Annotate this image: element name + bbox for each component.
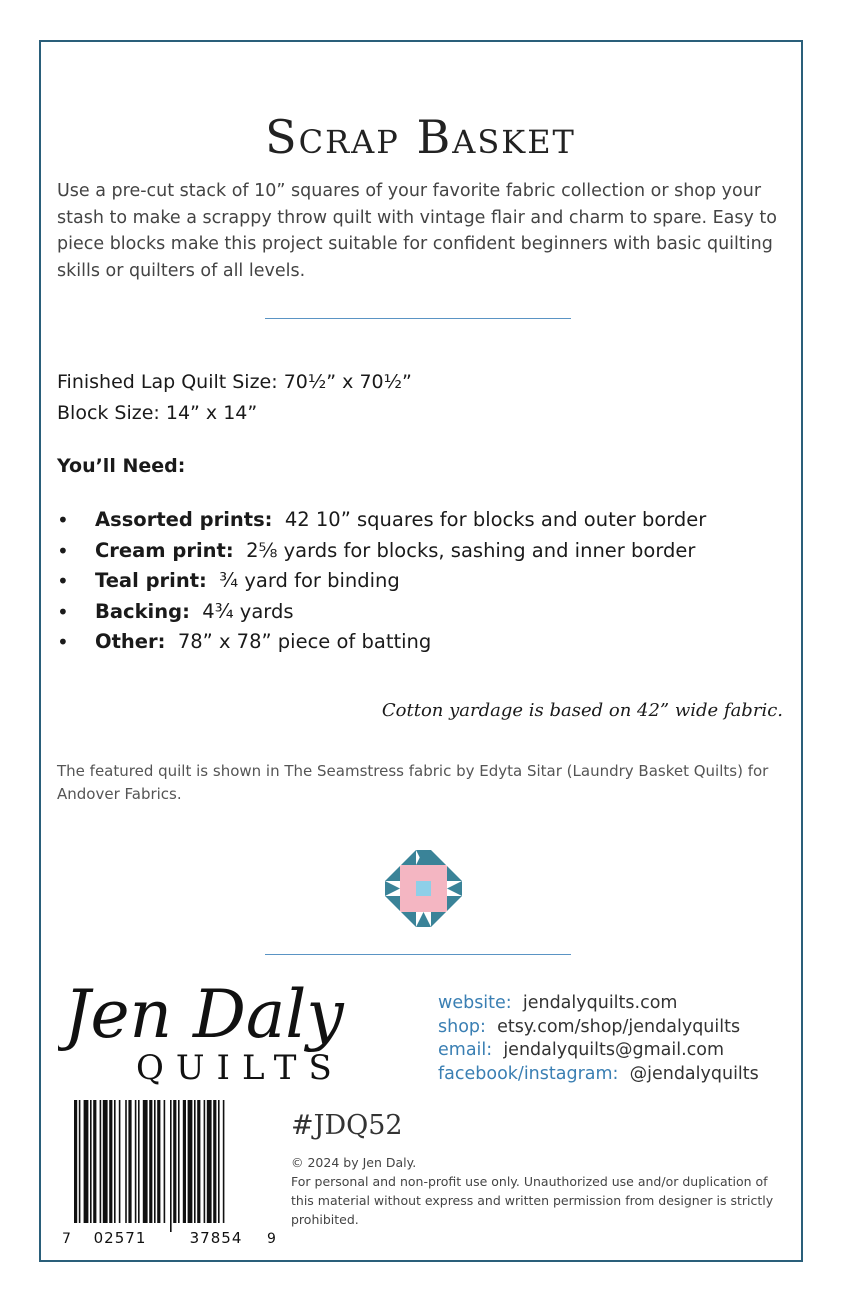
material-label: Other: [95, 630, 166, 653]
contact-website [438, 992, 759, 1016]
barcode-bar [157, 1100, 160, 1232]
barcode-digit-first: 7 [62, 1231, 71, 1247]
material-text: ¾ yard for binding [219, 569, 400, 592]
contact-key: email: [438, 1040, 493, 1060]
barcode-digit-last: 9 [267, 1231, 276, 1247]
barcode-bar [218, 1100, 220, 1232]
intro-paragraph: Use a pre-cut stack of 10” squares of your favorite fabric collection or shop your stash to make a scrappy throw quilt with vintage flair and charm to spare. Easy to piece blocks make this project suitable for confident beginners with basic quilting skills or quilters of all levels. [57, 181, 777, 281]
barcode-bar [109, 1100, 112, 1232]
contact-value: jendalyquilts@gmail.com [503, 1040, 725, 1060]
barcode-bar [119, 1100, 121, 1232]
material-label: Teal print: [95, 569, 207, 592]
barcode-bar [154, 1100, 156, 1232]
contact-email [438, 1039, 759, 1063]
quilt-block-icon [385, 850, 462, 927]
barcode-bar [178, 1100, 180, 1232]
barcode-bar [103, 1100, 108, 1232]
barcode-bar [79, 1100, 81, 1232]
barcode-digits-right: 37854 [189, 1229, 243, 1247]
contact-shop [438, 1016, 759, 1040]
barcode-bar [128, 1100, 131, 1232]
yardage-note: Cotton yardage is based on 42” wide fabric. [381, 700, 783, 721]
copyright-block [291, 1153, 781, 1229]
barcode-bar [213, 1100, 216, 1232]
barcode-bar [164, 1100, 166, 1232]
contact-value: etsy.com/shop/jendalyquilts [497, 1016, 741, 1037]
barcode-bar [74, 1100, 77, 1232]
barcode-bar [90, 1100, 92, 1232]
material-label: Cream print: [95, 538, 234, 562]
contact-block [438, 992, 759, 1086]
legal-notice: For personal and non-profit use only. Unauthorized use and/or duplication of this material without express and written permission from designer is strictly prohibited. [291, 1174, 774, 1227]
materials-list [57, 505, 777, 658]
contact-key: shop: [438, 1016, 486, 1037]
list-item [57, 627, 777, 658]
contact-value: @jendalyquilts [629, 1063, 759, 1084]
barcode-bar [207, 1100, 212, 1232]
barcode-bar [223, 1100, 225, 1232]
list-item [57, 566, 777, 597]
logo-word: QUILTS [136, 1048, 344, 1085]
need-heading: You’ll Need: [57, 455, 186, 477]
barcode-bar [138, 1100, 140, 1232]
contact-social [438, 1063, 759, 1087]
barcode-bar [149, 1100, 152, 1232]
barcode-bar [188, 1100, 193, 1232]
finished-size: Finished Lap Quilt Size: 70½” x 70½” [57, 371, 412, 393]
contact-key: website: [438, 993, 512, 1013]
barcode-bar [197, 1100, 200, 1232]
barcode-digits-left: 02571 [93, 1229, 147, 1247]
block-size: Block Size: 14” x 14” [57, 402, 258, 424]
material-text: 2⅝ yards for blocks, sashing and inner border [246, 538, 696, 562]
featured-fabric-note: The featured quilt is shown in The Seamstress fabric by Edyta Sitar (Laundry Basket Quilts) for Andover Fabrics. [57, 762, 769, 803]
material-text: 42 10” squares for blocks and outer border [284, 508, 707, 531]
material-label: Backing: [95, 599, 190, 623]
barcode-bar [143, 1100, 148, 1232]
list-item [57, 536, 777, 567]
barcode-bars [74, 1100, 224, 1232]
contact-value: jendalyquilts.com [522, 993, 678, 1013]
barcode-bar [204, 1100, 206, 1232]
barcode-bar [173, 1100, 176, 1232]
barcode-bar [170, 1100, 172, 1232]
contact-key: facebook/instagram: [438, 1063, 619, 1084]
barcode-bar [135, 1100, 137, 1232]
barcode-bar [125, 1100, 127, 1232]
barcode-bar [183, 1100, 186, 1232]
page-title: Scrap Basket [265, 110, 576, 164]
material-text: 4¾ yards [202, 599, 294, 623]
list-item [57, 597, 777, 628]
material-text: 78” x 78” piece of batting [177, 630, 432, 653]
barcode-bar [114, 1100, 116, 1232]
barcode-bar [84, 1100, 89, 1232]
upc-barcode [62, 1100, 277, 1250]
copyright-line: © 2024 by Jen Daly. [291, 1155, 417, 1170]
barcode-bar [93, 1100, 96, 1232]
barcode-bar [100, 1100, 102, 1232]
logo-script: Jen Daly [64, 976, 344, 1053]
barcode-bar [194, 1100, 196, 1232]
divider-bottom [265, 954, 571, 955]
jen-daly-quilts-logo [58, 975, 428, 1085]
list-item [57, 505, 777, 536]
divider-top [265, 318, 571, 319]
material-label: Assorted prints: [95, 508, 273, 531]
pattern-code: #JDQ52 [291, 1110, 403, 1141]
